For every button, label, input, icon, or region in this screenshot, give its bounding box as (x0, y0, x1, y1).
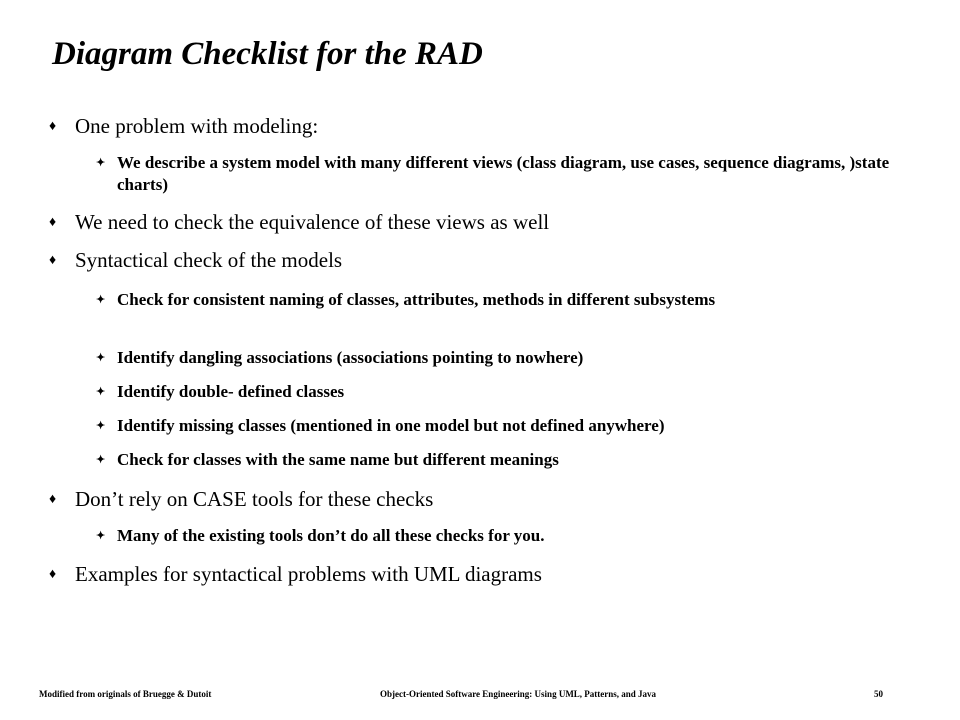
diamond-bullet-icon: ♦ (49, 567, 57, 582)
sub-bullet-item (96, 415, 896, 437)
sub-bullet-text: Identify double- defined classes (117, 382, 345, 401)
bullet-text: Syntactical check of the models (75, 248, 343, 272)
footer-book-title: Object-Oriented Software Engineering: Using UML, Patterns, and Java (380, 689, 657, 699)
star-bullet-icon: ✦ (96, 420, 106, 432)
sub-bullet-text: Check for classes with the same name but different meanings (117, 450, 559, 469)
bullet-text: One problem with modeling: (75, 114, 319, 138)
bullet-text: We need to check the equivalence of these views as well (75, 210, 550, 234)
sub-bullet-text: Identify missing classes (mentioned in one model but not defined anywhere) (117, 416, 665, 435)
sub-bullet-text: Many of the existing tools don’t do all these checks for you. (117, 526, 545, 545)
diamond-bullet-icon: ♦ (49, 119, 57, 134)
slide-title: Diagram Checklist for the RAD (52, 36, 483, 72)
star-bullet-icon: ✦ (96, 530, 106, 542)
star-bullet-icon: ✦ (96, 352, 106, 364)
footer-credit: Modified from originals of Bruegge & Dutoit (39, 689, 212, 699)
star-bullet-icon: ✦ (96, 386, 106, 398)
bullet-text: Examples for syntactical problems with UML diagrams (75, 562, 542, 586)
sub-bullet-text: Check for consistent naming of classes, attributes, methods in different subsystems (117, 290, 716, 309)
sub-bullet-text: Identify dangling associations (associations pointing to nowhere) (117, 348, 584, 367)
diamond-bullet-icon: ♦ (49, 253, 57, 268)
sub-bullet-item (96, 381, 896, 403)
star-bullet-icon: ✦ (96, 157, 106, 169)
star-bullet-icon: ✦ (96, 294, 106, 306)
sub-bullet-item (96, 525, 896, 547)
sub-bullet-item (96, 289, 896, 311)
page-number: 50 (874, 689, 883, 699)
sub-bullet-text: We describe a system model with many different views (class diagram, use cases, sequence diagrams, )state charts) (117, 153, 890, 194)
bullet-text: Don’t rely on CASE tools for these checks (75, 487, 434, 511)
star-bullet-icon: ✦ (96, 454, 106, 466)
diamond-bullet-icon: ♦ (49, 492, 57, 507)
sub-bullet-item (96, 347, 896, 369)
diamond-bullet-icon: ♦ (49, 215, 57, 230)
sub-bullet-item (96, 449, 896, 471)
sub-bullet-item (96, 152, 896, 196)
